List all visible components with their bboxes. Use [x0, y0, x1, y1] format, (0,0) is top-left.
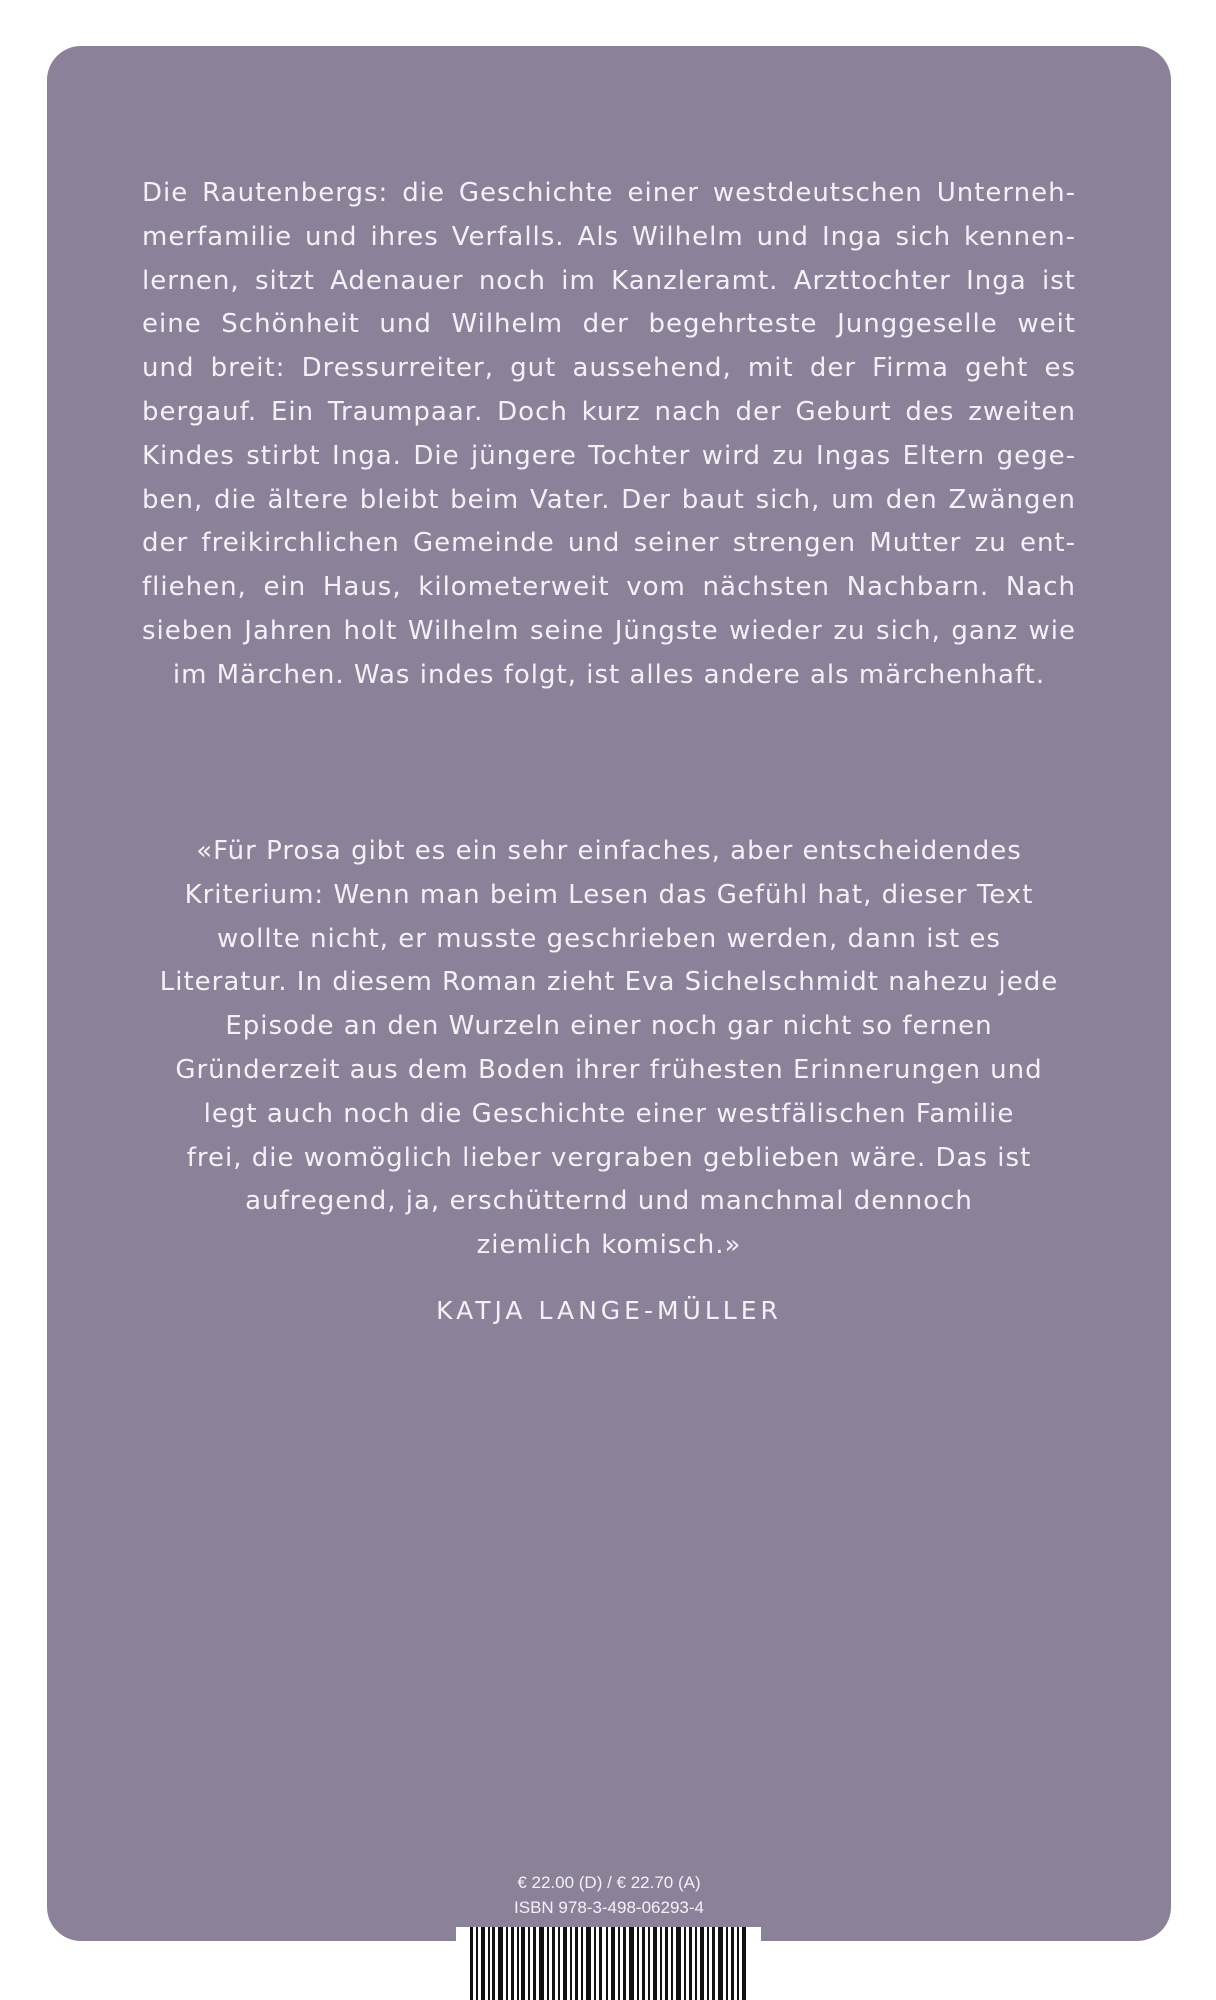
quote-line: «Für Prosa gibt es ein sehr einfaches, aber entscheidendes: [196, 836, 1022, 866]
quote-line: Literatur. In diesem Roman zieht Eva Sichelschmidt nahezu jede: [159, 967, 1059, 998]
blurb-line: bergauf. Ein Traumpaar. Doch kurz nach der Geburt des zweiten: [142, 396, 1076, 427]
blurb-line: im Märchen. Was indes folgt, ist alles andere als märchenhaft.: [172, 659, 1046, 690]
barcode-icon: [456, 1927, 761, 2000]
quote-line: aufregend, ja, erschütternd und manchmal dennoch: [245, 1186, 973, 1217]
quote-line: frei, die womöglich lieber vergraben geblieben wäre. Das ist: [186, 1142, 1032, 1173]
blurb-line: ben, die ältere bleibt beim Vater. Der baut sich, um den Zwängen: [142, 484, 1076, 515]
blurb-line: lernen, sitzt Adenauer noch im Kanzleramt. Arzttochter Inga ist: [142, 265, 1076, 296]
blurb-text: [142, 172, 1076, 698]
blurb-line: der freikirchlichen Gemeinde und seiner strengen Mutter zu ent-: [142, 528, 1076, 559]
review-quote: [47, 830, 1171, 1268]
quote-line: legt auch noch die Geschichte einer westfälischen Familie: [203, 1098, 1015, 1129]
blurb-line: Kindes stirbt Inga. Die jüngere Tochter wird zu Ingas Eltern gege-: [142, 440, 1076, 471]
quote-line: Kriterium: Wenn man beim Lesen das Gefühl hat, dieser Text: [184, 879, 1034, 910]
blurb-line: sieben Jahren holt Wilhelm seine Jüngste wieder zu sich, ganz wie: [142, 615, 1076, 646]
blurb-line: merfamilie und ihres Verfalls. Als Wilhelm und Inga sich kennen-: [142, 221, 1076, 252]
blurb-line: eine Schönheit und Wilhelm der begehrteste Junggeselle weit: [142, 309, 1076, 340]
barcode: [456, 1927, 761, 2000]
isbn-label: ISBN 978-3-498-06293-4: [514, 1898, 704, 1917]
price-label: € 22.00 (D) / € 22.70 (A): [517, 1873, 701, 1892]
quote-line: Gründerzeit aus dem Boden ihrer frühesten Erinnerungen und: [175, 1054, 1043, 1085]
quote-line: Episode an den Wurzeln einer noch gar nicht so fernen: [225, 1011, 993, 1042]
quote-line: wollte nicht, er musste geschrieben werden, dann ist es: [217, 923, 1001, 954]
blurb-line: und breit: Dressurreiter, gut aussehend, mit der Firma geht es: [142, 353, 1076, 384]
quote-line: ziemlich komisch.»: [476, 1230, 742, 1261]
quote-author: KATJA LANGE-MÜLLER: [436, 1296, 782, 1325]
blurb-line: Die Rautenbergs: die Geschichte einer westdeutschen Unterneh-: [142, 178, 1076, 208]
price-block: [47, 1870, 1171, 1920]
blurb-line: fliehen, ein Haus, kilometerweit vom nächsten Nachbarn. Nach: [142, 572, 1076, 603]
